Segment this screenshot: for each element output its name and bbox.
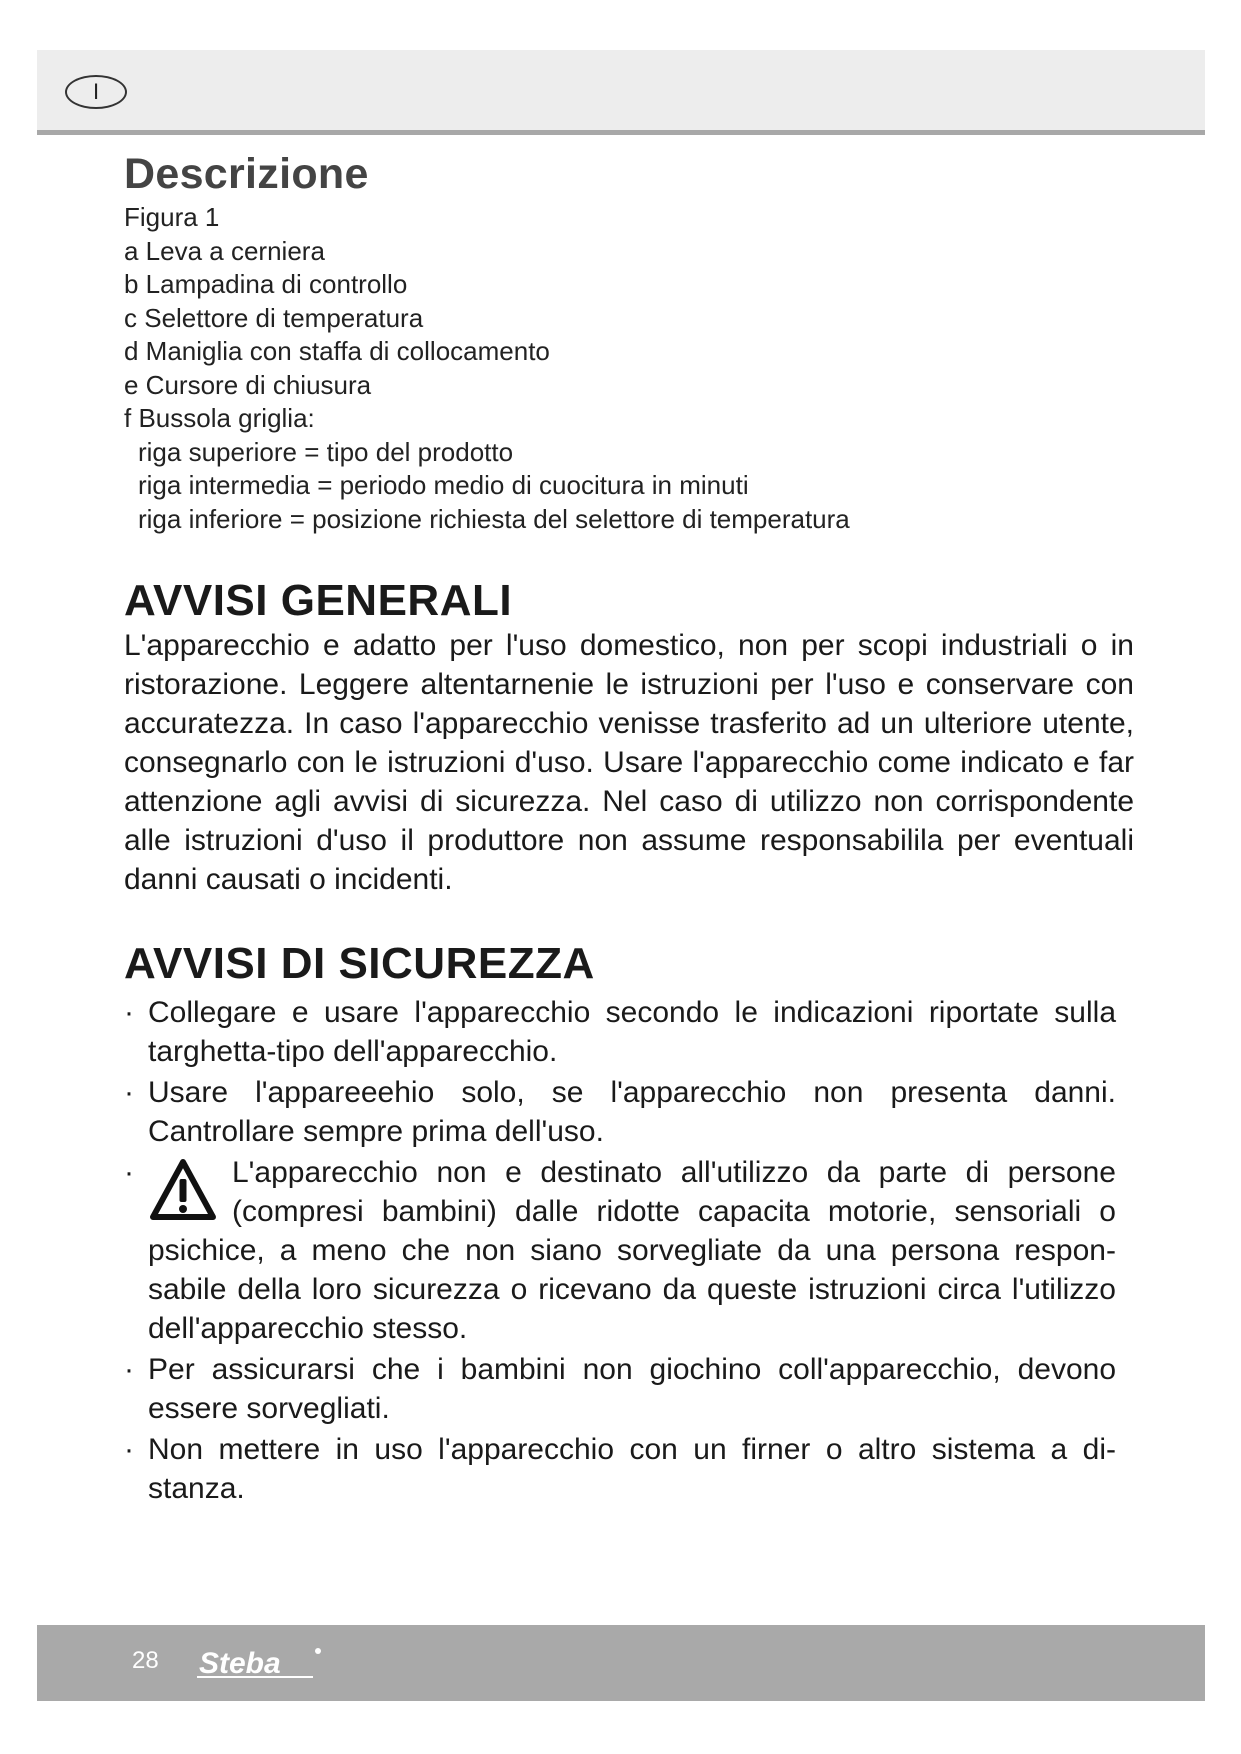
bullet-dot: · [124,1433,134,1466]
list-item [124,993,1116,1071]
header-band [37,50,1205,135]
parts-list-item: d Maniglia con staffa di collocamento [124,336,550,366]
general-notes-text: L'apparecchio e adatto per l'uso domestico, non per scopi industriali o in ristorazione. Leggere altentarnenie le istruzioni per l'uso e conservare con accuratezza. In caso l'apparecchio venisse trasferito ad un ulteriore utente, consegnarlo con le istruzioni d'uso. Usare l'apparecchio come indicato e far attenzione agli avvisi di sicurezza. Nel caso di utilizzo non corrispondente alle istruzioni d'uso il produttore non assume responsabilila per eventuali danni causati o incidenti. [124,629,1134,896]
safety-list [124,993,1116,1508]
grid-sub-item: riga superiore = tipo del prodotto [138,436,514,467]
page-number: 28 [132,1647,159,1674]
parts-list-item: a Leva a cerniera [124,235,325,266]
safety-item-text: Usare l'appareeehio solo, se l'apparecchio non presenta danni. Cantrollare sempre prima dell'uso. [148,1076,1116,1148]
parts-list-item: b Lampadina di controllo [124,269,408,299]
bullet-dot: · [124,1156,134,1189]
list-item [124,1153,1116,1348]
general-notes-title: AVVISI GENERALI [124,576,513,625]
list-item [124,1430,1116,1508]
bullet-dot: · [124,1076,134,1109]
parts-list-item: c Selettore di temperatura [124,302,424,333]
footer-band [37,1625,1205,1701]
safety-item-text: L'apparecchio non e destinato all'utilizzo da parte di persone (compresi bambini) dalle ridotte capacita motorie, sensoriali o psichice, a meno che non siano sorvegliate da una persona responsabile della loro sicurezza o ricevano da queste istruzioni circa l'utilizzo dell'apparecchio stesso. [148,1156,1116,1345]
bullet-dot: · [124,1353,134,1386]
safety-item-text: Collegare e usare l'apparecchio secondo le indicazioni riportate sulla targhetta-tipo dell'apparecchio. [148,996,1116,1068]
safety-item-text: Per assicurarsi che i bambini non giochino coll'apparecchio, devono essere sorvegliati. [148,1353,1116,1425]
warning-triangle-icon [148,1157,218,1223]
list-item [124,1073,1116,1151]
description-title: Descrizione [124,150,369,198]
page-content [124,150,1134,1510]
brand-logo-text: Steba [199,1647,281,1680]
language-badge: I [65,75,127,109]
grid-sub-item: riga intermedia = periodo medio di cuocitura in minuti [138,470,749,500]
safety-item-text: Non mettere in uso l'apparecchio con un firner o altro sistema a distanza. [148,1433,1116,1505]
parts-list-item: f Bussola griglia: [124,403,315,433]
list-item [124,1350,1116,1428]
grid-sub-item: riga inferiore = posizione richiesta del selettore di temperatura [138,503,850,534]
figure-label: Figura 1 [124,202,220,232]
parts-list-item: e Cursore di chiusura [124,369,372,400]
bullet-dot: · [124,996,134,1029]
safety-notes-title: AVVISI DI SICUREZZA [124,939,595,988]
brand-logo [195,1641,325,1685]
